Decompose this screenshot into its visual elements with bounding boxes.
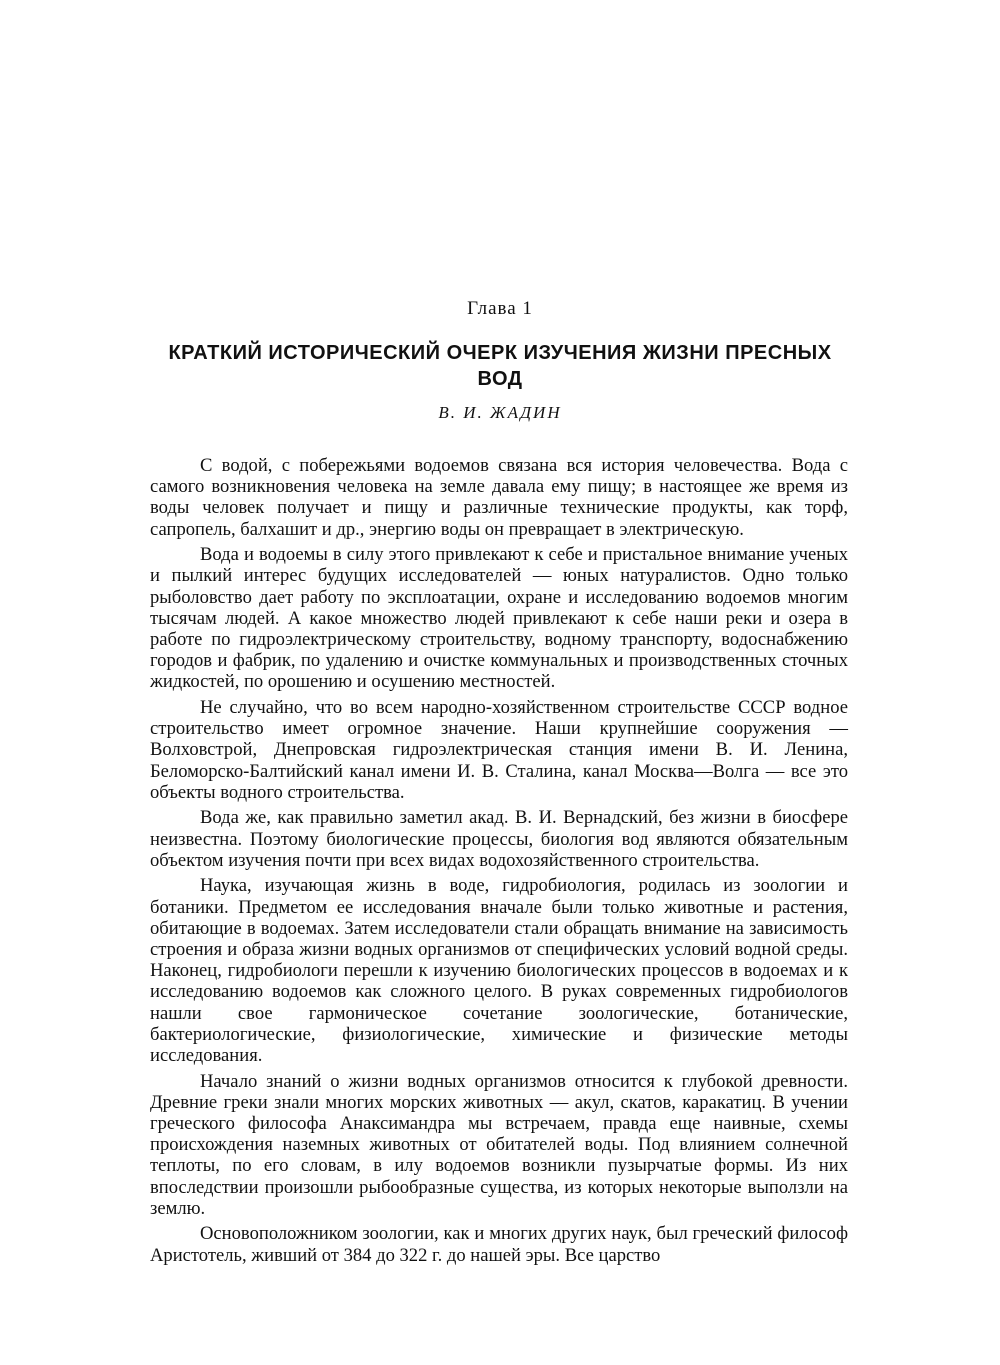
paragraph: Вода и водоемы в силу этого привлекают к себе и пристальное внимание ученых и пылкий интерес будущих исследователей — юных натуралистов. Одно только рыболовство дает работу по эксплоатации, охране и исследованию водоемов многим тысячам людей. А какое множество людей привлекают к себе наши реки и озера в работе по гидроэлектрическому строительству, водному транспорту, водоснабжению городов и фабрик, по удалению и очистке коммунальных и производственных сточных жидкостей, по орошению и осушению местностей. — [150, 544, 848, 693]
paragraph: Начало знаний о жизни водных организмов относится к глубокой древности. Древние греки знали многих морских животных — акул, скатов, каракатиц. В учении греческого философа Анаксимандра мы встречаем, правда еще наивные, схемы происхождения наземных животных от обитателей воды. Под влиянием солнечной теплоты, по его словам, в илу водоемов возникли пузырчатые формы. Из них впоследствии произошли рыбообразные существа, из которых некоторые выползли на землю. — [150, 1070, 848, 1219]
paragraph: Вода же, как правильно заметил акад. В. И. Вернадский, без жизни в биосфере неизвестна. Поэтому биологические процессы, биология вод являются обязательным объектом изучения почти при всех видах водохозяйственного строительства. — [150, 807, 848, 871]
chapter-body — [150, 455, 848, 1270]
paragraph: Наука, изучающая жизнь в воде, гидробиология, родилась из зоологии и ботаники. Предметом ее исследования вначале были только животные и растения, обитающие в водоемах. Затем исследователи стали обращать внимание на зависимость строения и образа жизни водных организмов от специфических условий водной среды. Наконец, гидробиологи перешли к изучению биологических процессов в водоемах и к исследованию водоемов как сложного целого. В руках современных гидробиологов нашли свое гармоническое сочетание зоологические, ботанические, бактериологические, физиологические, химические и физические методы исследования. — [150, 875, 848, 1067]
chapter-label: Глава 1 — [467, 298, 533, 319]
author-name: В. И. ЖАДИН — [438, 403, 562, 422]
paragraph: Основоположником зоологии, как и многих других наук, был греческий философ Аристотель, живший от 384 до 322 г. до нашей эры. Все царство — [150, 1223, 848, 1266]
chapter-title: КРАТКИЙ ИСТОРИЧЕСКИЙ ОЧЕРК ИЗУЧЕНИЯ ЖИЗНИ ПРЕСНЫХ ВОД — [168, 342, 832, 390]
paragraph: С водой, с побережьями водоемов связана вся история человечества. Вода с самого возникновения человека на земле давала ему пищу; в настоящее же время из воды человек получает и пищу и различные технические продукты, как торф, сапропель, балхашит и др., энергию воды он превращает в электрическую. — [150, 455, 848, 540]
paragraph: Не случайно, что во всем народно-хозяйственном строительстве СССР водное строительство имеет огромное значение. Наши крупнейшие сооружения — Волховстрой, Днепровская гидроэлектрическая станция имени В. И. Ленина, Беломорско-Балтийский канал имени И. В. Сталина, канал Москва—Волга — все это объекты водного строительства. — [150, 697, 848, 803]
